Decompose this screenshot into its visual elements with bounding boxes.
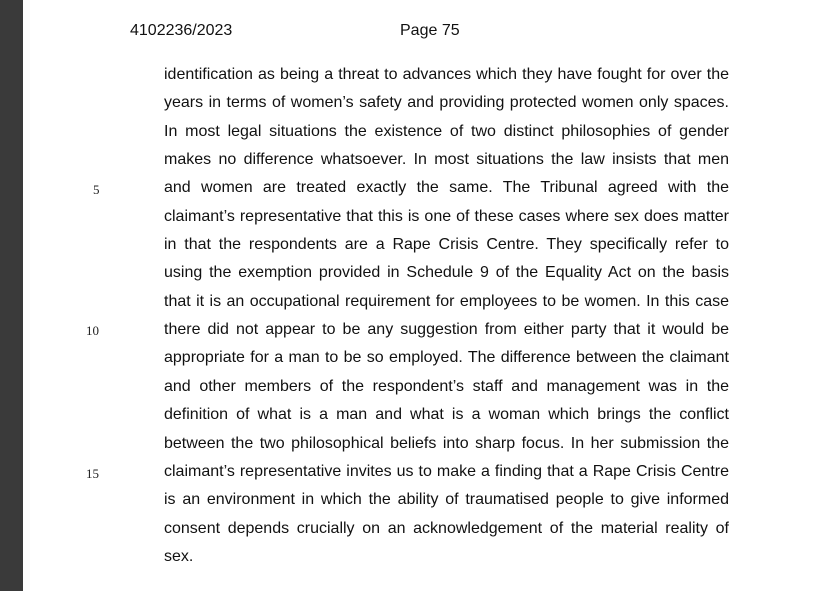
viewer-sidebar-edge	[0, 0, 23, 591]
body-line: between the two philosophical beliefs into sharp focus. In her submission the	[164, 435, 729, 452]
case-number: 4102236/2023	[130, 22, 233, 39]
body-line: claimant’s representative that this is one of these cases where sex does matter	[164, 208, 729, 225]
body-line: years in terms of women’s safety and providing protected women only spaces.	[164, 94, 729, 111]
body-line: claimant’s representative invites us to make a finding that a Rape Crisis Centre	[164, 463, 729, 480]
body-line: makes no difference whatsoever. In most situations the law insists that men	[164, 151, 729, 168]
body-line: and other members of the respondent’s staff and management was in the	[164, 378, 729, 395]
body-line: there did not appear to be any suggestion from either party that it would be	[164, 321, 729, 338]
body-line: consent depends crucially on an acknowledgement of the material reality of	[164, 520, 729, 537]
line-number-10: 10	[86, 323, 99, 338]
line-number-15: 15	[86, 466, 99, 481]
body-line: identification as being a threat to advances which they have fought for over the	[164, 66, 729, 83]
line-number-5: 5	[93, 182, 100, 197]
body-line: definition of what is a man and what is a woman which brings the conflict	[164, 406, 729, 423]
body-line: and women are treated exactly the same. The Tribunal agreed with the	[164, 179, 729, 196]
body-line: using the exemption provided in Schedule 9 of the Equality Act on the basis	[164, 264, 729, 281]
body-line: that it is an occupational requirement for employees to be women. In this case	[164, 293, 729, 310]
body-line: appropriate for a man to be so employed. The difference between the claimant	[164, 349, 729, 366]
body-line: sex.	[164, 548, 194, 565]
body-line: in that the respondents are a Rape Crisis Centre. They specifically refer to	[164, 236, 729, 253]
page-label: Page 75	[400, 22, 460, 39]
body-line: is an environment in which the ability of traumatised people to give informed	[164, 491, 729, 508]
document-page	[23, 0, 828, 591]
body-line: In most legal situations the existence of two distinct philosophies of gender	[164, 123, 729, 140]
